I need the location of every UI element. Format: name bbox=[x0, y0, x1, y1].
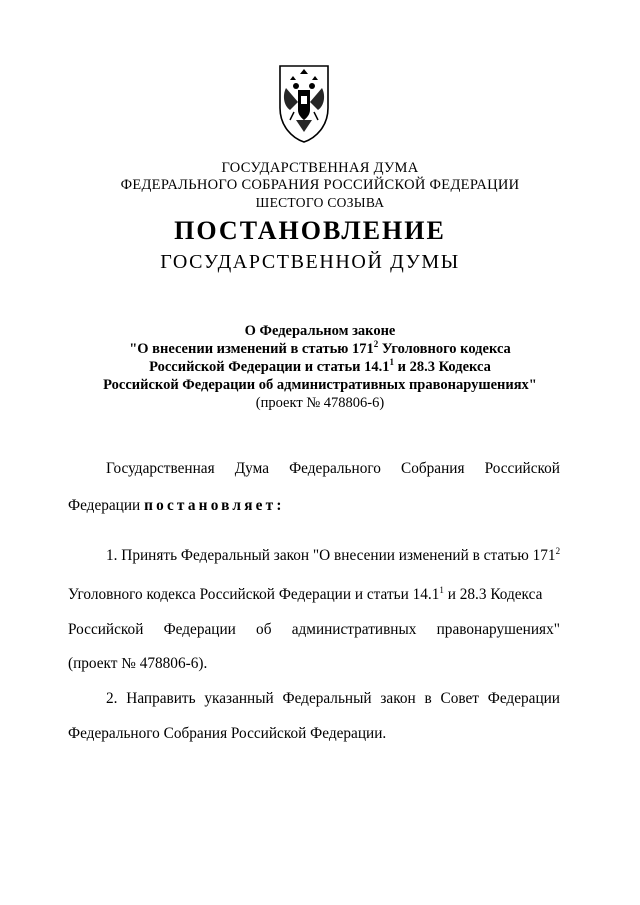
paragraph-2-line-1: 2. Направить указанный Федеральный закон в Совет Федерации bbox=[106, 690, 560, 707]
header-line-convocation: ШЕСТОГО СОЗЫВА bbox=[255, 195, 385, 210]
paragraph-1-line-1: 1. Принять Федеральный закон "О внесении изменений в статью $171^2$ bbox=[106, 546, 561, 564]
paragraph-1-line-4: (проект № 478806-6). bbox=[68, 655, 208, 672]
paragraph-2-line-2: Федерального Собрания Российской Федерации. bbox=[68, 725, 387, 742]
header-line-assembly: ФЕДЕРАЛЬНОГО СОБРАНИЯ РОССИЙСКОЙ ФЕДЕРАЦИИ bbox=[120, 177, 520, 193]
paragraph-1-line-3: Российской Федерации об административных правонарушениях" bbox=[68, 621, 560, 638]
paragraph-1-line-2: Уголовного кодекса Российской Федерации и статьи 14.1$^1$ и 28.3 Кодекса bbox=[68, 585, 543, 603]
document-title: ПОСТАНОВЛЕНИЕ bbox=[174, 216, 446, 245]
coat-of-arms-emblem bbox=[276, 62, 332, 146]
intro-line-2: Федерации постановляет: bbox=[68, 497, 285, 514]
subject-line-1: О Федеральном законе bbox=[244, 323, 396, 339]
intro-line-1: Государственная Дума Федерального Собрания Российской bbox=[106, 460, 560, 477]
subject-line-4: Российской Федерации об административных правонарушениях" bbox=[103, 377, 537, 393]
subject-line-3: Российской Федерации и статьи 14.1$^1$ и 28.3 Кодекса bbox=[149, 357, 491, 375]
header-line-duma: ГОСУДАРСТВЕННАЯ ДУМА bbox=[221, 160, 419, 176]
document-subtitle: ГОСУДАРСТВЕННОЙ ДУМЫ bbox=[160, 251, 460, 273]
subject-project-number: (проект № 478806-6) bbox=[255, 395, 385, 411]
subject-line-2: "О внесении изменений в статью $171^2$ Уголовного кодекса bbox=[129, 339, 511, 357]
